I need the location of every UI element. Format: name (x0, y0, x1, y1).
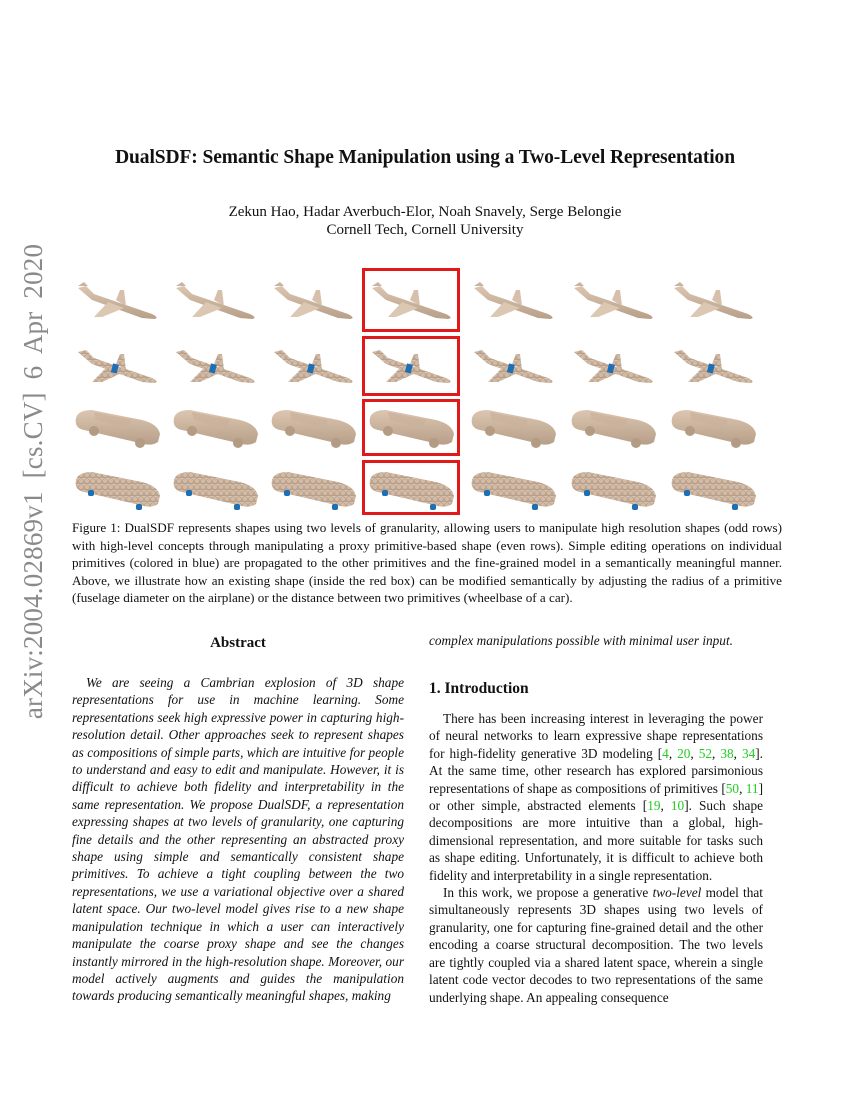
text-run: ] or other simple, abstracted elements [ (429, 780, 763, 814)
airplane-shape-7 (668, 272, 760, 328)
citation-link[interactable]: 34 (741, 745, 756, 761)
citation-link[interactable]: 11 (745, 780, 759, 796)
highlight-box-row-2 (362, 336, 460, 396)
citation-link[interactable]: 38 (720, 745, 734, 761)
airplane-primitives-2 (170, 336, 262, 392)
car-shape-1 (72, 398, 164, 454)
text-run: ]. At the same time, other research has explored parsimonious representations of shape as compositions of primitives [ (429, 745, 764, 796)
airplane-shape-3 (268, 272, 360, 328)
car-shape-3 (268, 398, 360, 454)
author-block (0, 203, 850, 239)
car-primitives-3 (268, 460, 360, 516)
car-shape-2 (170, 398, 262, 454)
highlight-box-row-4 (362, 460, 460, 515)
airplane-shape-2 (170, 272, 262, 328)
abstract-heading: Abstract (210, 635, 266, 651)
airplane-shape-5 (468, 272, 560, 328)
airplane-primitives-6 (568, 336, 660, 392)
arxiv-stamp-text: arXiv:2004.02869v1 [cs.CV] 6 Apr 2020 (18, 243, 49, 719)
citation-link[interactable]: 10 (670, 798, 685, 814)
citation-link[interactable]: 20 (677, 745, 691, 761)
airplane-primitives-1 (72, 336, 164, 392)
introduction-paragraph-2 (429, 884, 763, 1006)
car-primitives-2 (170, 460, 262, 516)
citation-link[interactable]: 52 (698, 745, 713, 761)
affiliation: Cornell Tech, Cornell University (326, 222, 524, 238)
figure-1-caption: Figure 1: DualSDF represents shapes using two levels of granularity, allowing users to manipulate high resolution shapes (odd rows) with high-level concepts through manipulating a proxy primitive-based shape (even rows). Simple editing operations on individual primitives (colored in blue) are propagated to the other primitives and the fine-grained model in a semantically meaningful manner. Above, we illustrate how an existing shape (inside the red box) can be modified semantically by adjusting the radius of a primitive (fuselage diameter on the airplane) or the distance between two primitives (wheelbase of a car). (72, 520, 782, 606)
highlight-box-row-3 (362, 399, 460, 456)
introduction-paragraph-1: There has been increasing interest in leveraging the power of neural networks to learn expressive shape representations for high-fidelity generative 3D modeling [4, 20, 52, 38, 34]. At the same time, other research has explored parsimonious representations of shape as compositions of primitives [50, 11] or other simple, abstracted elements [19, 10]. Such shape decompositions are more intuitive than a global, high-dimensional representation, and more suitable for tasks such as shape editing. Unfortunately, it is difficult to achieve both fidelity and interpretability in a single representation. (429, 711, 764, 883)
car-shape-6 (568, 398, 660, 454)
text-run: ]. Such shape decompositions are more intuitive than a global, high-dimensional representation, and more suitable for tasks such as shape editing. Unfortunately, it is difficult to achieve both fidelity and interpretability in a single representation. (429, 798, 763, 883)
airplane-primitives-7 (668, 336, 760, 392)
citation-link[interactable]: 4 (662, 745, 669, 761)
citation-link[interactable]: 50 (725, 780, 740, 796)
introduction-heading: 1. Introduction (429, 680, 529, 697)
right-column (429, 632, 763, 1006)
emphasized-term: two-level (652, 885, 702, 901)
text-run: In this work, we propose a generative (443, 885, 653, 901)
citation-link[interactable]: 19 (647, 798, 661, 814)
car-primitives-6 (568, 460, 660, 516)
airplane-primitives-3 (268, 336, 360, 392)
car-primitives-7 (668, 460, 760, 516)
airplane-shape-1 (72, 272, 164, 328)
left-column (72, 632, 404, 1005)
airplane-shape-6 (568, 272, 660, 328)
author-names: Zekun Hao, Hadar Averbuch-Elor, Noah Snavely, Serge Belongie (228, 204, 622, 220)
car-primitives-5 (468, 460, 560, 516)
paper-title: DualSDF: Semantic Shape Manipulation using a Two-Level Representation (115, 147, 735, 168)
highlight-box-row-1 (362, 268, 460, 332)
car-primitives-1 (72, 460, 164, 516)
car-shape-7 (668, 398, 760, 454)
abstract-continuation: complex manipulations possible with minimal user input. (429, 633, 733, 648)
car-shape-5 (468, 398, 560, 454)
figure-1-shape-grid (72, 268, 778, 514)
abstract-body: We are seeing a Cambrian explosion of 3D shape representations for use in machine learning. Some representations seek high expressive power in capturing high-resolution detail. Other approaches seek to represent shapes as compositions of simple parts, which are intuitive for people to understand and easy to edit and manipulate. However, it is difficult to achieve both fidelity and interpretability in the same representation. We propose DualSDF, a representation expressing shapes at two levels of granularity, one capturing fine details and the other representing an abstracted proxy shape using simple and semantically consistent shape primitives. To achieve a tight coupling between the two representations, we use a variational objective over a shared latent space. Our two-level model gives rise to a new shape manipulation technique in which a user can interactively manipulate the coarse proxy shape and see the changes instantly mirrored in the high-resolution shape. Moreover, our model actively augments and guides the manipulation towards producing semantically meaningful shapes, making (72, 675, 404, 1004)
text-run: There has been increasing interest in leveraging the power of neural networks to learn expressive shape representations for high-fidelity generative 3D modeling [ (429, 711, 763, 761)
arxiv-identifier-stamp (12, 243, 56, 719)
text-run: model that simultaneously represents 3D shapes using two levels of granularity, one for capturing fine-grained detail and the other encoding a coarse structural decomposition. The two levels are tightly coupled via a shared latent space, wherein a single latent code vector decodes to two representations of the same underlying shape. An appealing consequence (429, 885, 763, 1005)
airplane-primitives-5 (468, 336, 560, 392)
